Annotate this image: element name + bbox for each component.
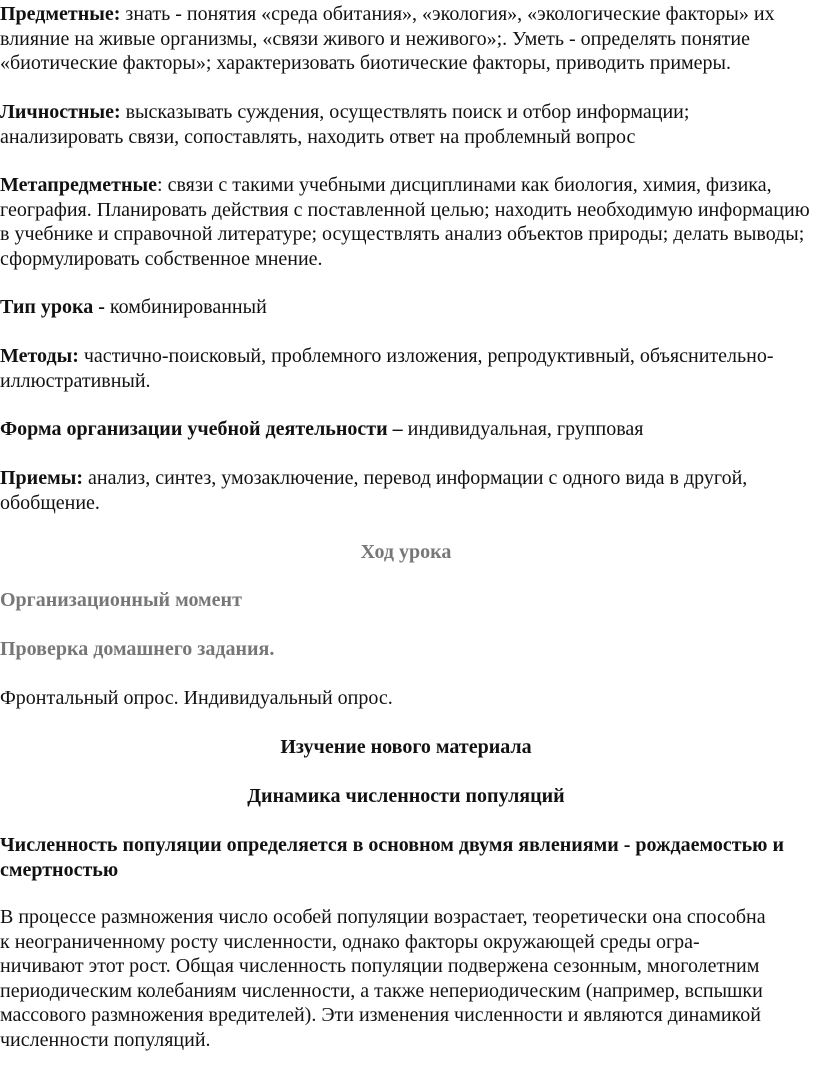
paragraph-body-text	[0, 905, 812, 1052]
text-techniques: анализ, синтез, умозаключение, перевод информации с одного вида в другой, обобщение.	[0, 467, 748, 514]
paragraph-population-statement: Численность популяции определяется в основном двумя явлениями - рождаемостью и смертностью	[0, 834, 784, 881]
text-organization-form: индивидуальная, групповая	[402, 418, 644, 440]
paragraph-lesson-type	[0, 295, 812, 320]
paragraph-methods	[0, 344, 812, 393]
label-lesson-type: Тип урока -	[0, 296, 105, 318]
text-metapredmetnye: : связи с такими учебными дисциплинами как биология, химия, физика, география. Планировать действия с поставленной целью; находить необходимую информацию в учебнике и справочной литературе; осуществлять анализ объектов природы; делать выводы; сформулировать собственное мнение.	[0, 174, 810, 270]
label-lichnostnye: Личностные:	[0, 101, 121, 123]
body-text-line3: ничивают этот рост. Общая численность популяции подвержена сезонным, многолетним периодическим колебаниям численности, а также непериодическим (например, вспышки массового размножения вредителей). Эти изменения численности и являются динамикой численности популяций.	[0, 955, 763, 1051]
heading-new-material: Изучение нового материала	[280, 736, 532, 758]
heading-lesson-progress: Ход урока	[360, 541, 452, 563]
label-methods: Методы:	[0, 345, 79, 367]
paragraph-lichnostnye	[0, 100, 812, 149]
label-techniques: Приемы:	[0, 467, 83, 489]
label-metapredmetnye: Метапредметные	[0, 174, 158, 196]
text-lesson-type: комбинированный	[104, 296, 267, 318]
paragraph-survey: Фронтальный опрос. Индивидуальный опрос.	[0, 687, 393, 709]
text-predmetnye: знать - понятия «среда обитания», «экология», «экологические факторы» их влияние на живые организмы, «связи живого и неживого»;. Уметь - определять понятие «биотические факторы»; характеризовать биотические факторы, приводить примеры.	[0, 3, 775, 74]
paragraph-predmetnye	[0, 2, 812, 76]
text-methods: частично-поисковый, проблемного изложения, репродуктивный, объяснительно-иллюстративный.	[0, 345, 774, 392]
heading-topic: Динамика численности популяций	[247, 785, 565, 807]
paragraph-metapredmetnye	[0, 173, 812, 271]
heading-org-moment: Организационный момент	[0, 589, 242, 611]
heading-homework-check: Проверка домашнего задания.	[0, 638, 275, 660]
paragraph-organization-form	[0, 417, 812, 442]
body-text-line1: В процессе размножения число особей популяции возрастает, теоретически она способна	[0, 906, 766, 928]
label-predmetnye: Предметные:	[0, 3, 121, 25]
text-lichnostnye: высказывать суждения, осуществлять поиск и отбор информации; анализировать связи, сопоставлять, находить ответ на проблемный вопрос	[0, 101, 690, 148]
paragraph-techniques	[0, 466, 812, 515]
body-text-line2: к неограниченному росту численности, однако факторы окружающей среды огра-	[0, 930, 700, 953]
label-organization-form: Форма организации учебной деятельности –	[0, 418, 403, 440]
